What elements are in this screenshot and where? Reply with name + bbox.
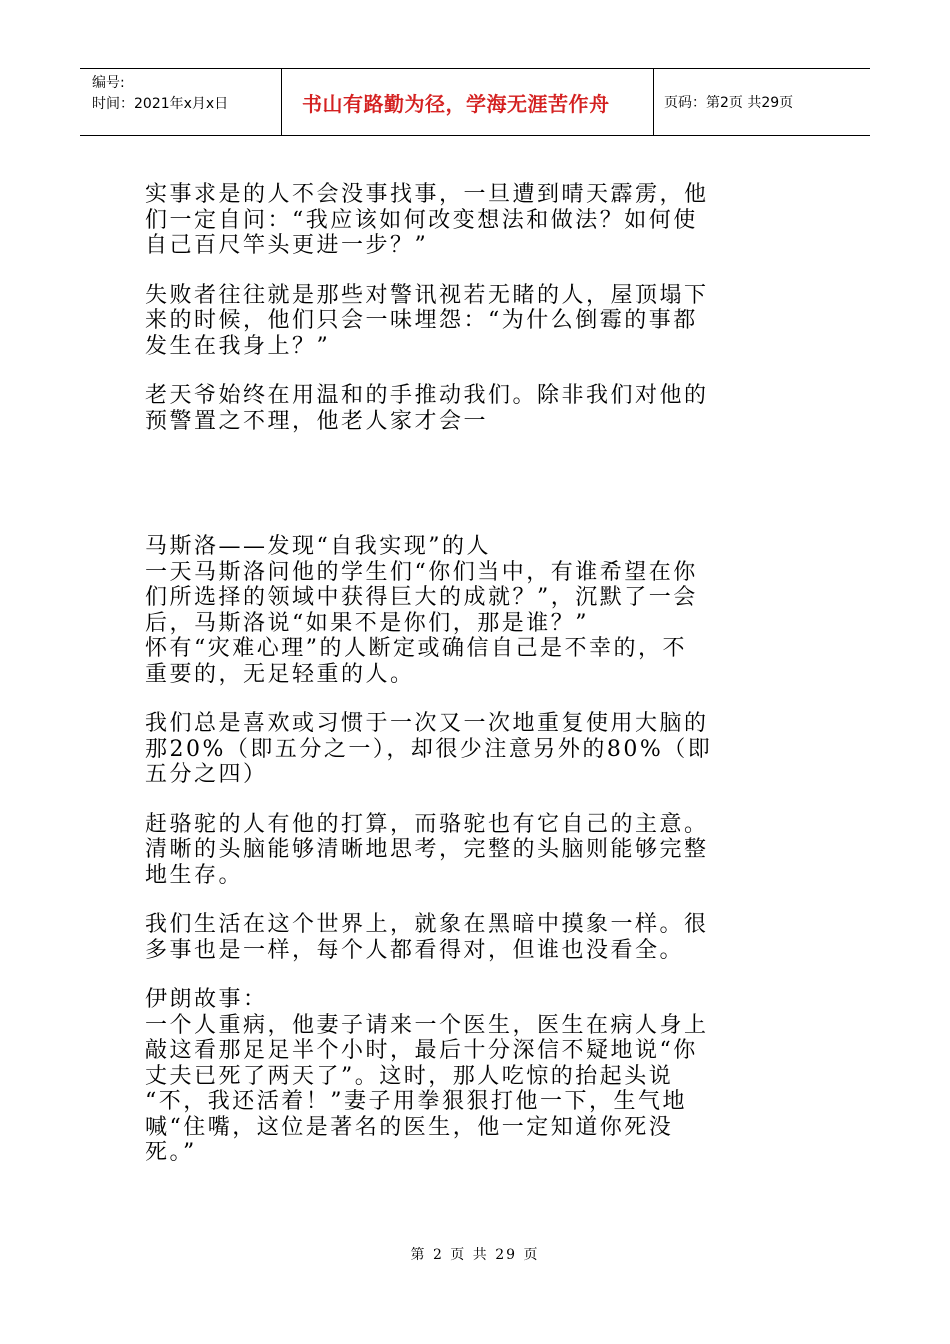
text-line: 来的时候，他们只会一味埋怨：“为什么倒霉的事都: [145, 308, 698, 333]
text-line: 那20%（即五分之一），却很少注意另外的80%（即: [145, 736, 713, 762]
text-line: 重要的，无足轻重的人。: [145, 661, 415, 687]
text-line: 我们生活在这个世界上，就象在黑暗中摸象一样。很: [145, 912, 709, 937]
text-line: 自己百尺竿头更进一步？”: [145, 233, 429, 258]
text-line: 一天马斯洛问他的学生们“你们当中，有谁希望在你: [145, 559, 698, 585]
text-line: 清晰的头脑能够清晰地思考，完整的头脑则能够完整: [145, 837, 709, 862]
text-line: 五分之四）: [145, 762, 268, 787]
section-heading: 马斯洛——发现“自我实现”的人: [145, 534, 491, 559]
text-line: 们一定自问：“我应该如何改变想法和做法？如何使: [145, 207, 698, 233]
text-line: 后，马斯洛说“如果不是你们，那是谁？”: [145, 610, 589, 636]
text-line: 敲这看那足足半个小时，最后十分深信不疑地说“你: [145, 1038, 698, 1063]
header-number-label: 编号:: [92, 75, 125, 91]
paragraph-7: [145, 912, 807, 963]
text-line: 怀有“灾难心理”的人断定或确信自己是不幸的，不: [145, 636, 687, 661]
page-footer: 第 2 页 共 29 页: [410, 1247, 540, 1263]
header-page-info: 页码：第2页 共29页: [664, 95, 794, 111]
paragraph-5: [145, 711, 807, 788]
text-line: 我们总是喜欢或习惯于一次又一次地重复使用大脑的: [145, 711, 709, 736]
header-meta: [80, 69, 282, 135]
text-line: 一个人重病，他妻子请来一个医生，医生在病人身上: [145, 1012, 709, 1038]
text-line: “不，我还活着！”妻子用拳狠狠打他一下，生气地: [145, 1089, 687, 1114]
text-line: 们所选择的领域中获得巨大的成就？”，沉默了一会: [145, 585, 698, 610]
paragraph-4: [145, 534, 807, 687]
text-line: 发生在我身上？”: [145, 333, 331, 359]
page-header: [80, 68, 870, 136]
text-line: 丈夫已死了两天了”。这时，那人吃惊的抬起头说: [145, 1063, 674, 1089]
paragraph-2: [145, 283, 807, 360]
document-body: [145, 182, 807, 1166]
text-line: 死。”: [145, 1140, 197, 1165]
text-line: 地生存。: [145, 862, 244, 888]
paragraph-8: [145, 987, 807, 1166]
header-motto: 书山有路勤为径，学海无涯苦作舟: [282, 69, 654, 135]
text-line: 喊“住嘴，这位是著名的医生，他一定知道你死没: [145, 1114, 674, 1140]
text-line: 失败者往往就是那些对警讯视若无睹的人，屋顶塌下: [145, 282, 709, 308]
section-heading: 伊朗故事：: [145, 987, 268, 1012]
text-line: 赶骆驼的人有他的打算，而骆驼也有它自己的主意。: [145, 811, 709, 837]
paragraph-6: [145, 812, 807, 889]
paragraph-3: [145, 383, 807, 434]
text-line: 多事也是一样，每个人都看得对，但谁也没看全。: [145, 937, 685, 963]
header-time-label: 时间：2021年x月x日: [92, 96, 229, 112]
text-line: 老天爷始终在用温和的手推动我们。除非我们对他的: [145, 383, 709, 408]
text-line: 预警置之不理，他老人家才会一: [145, 408, 489, 434]
paragraph-1: [145, 182, 807, 259]
text-line: 实事求是的人不会没事找事，一旦遭到晴天霹雳，他: [145, 182, 709, 207]
